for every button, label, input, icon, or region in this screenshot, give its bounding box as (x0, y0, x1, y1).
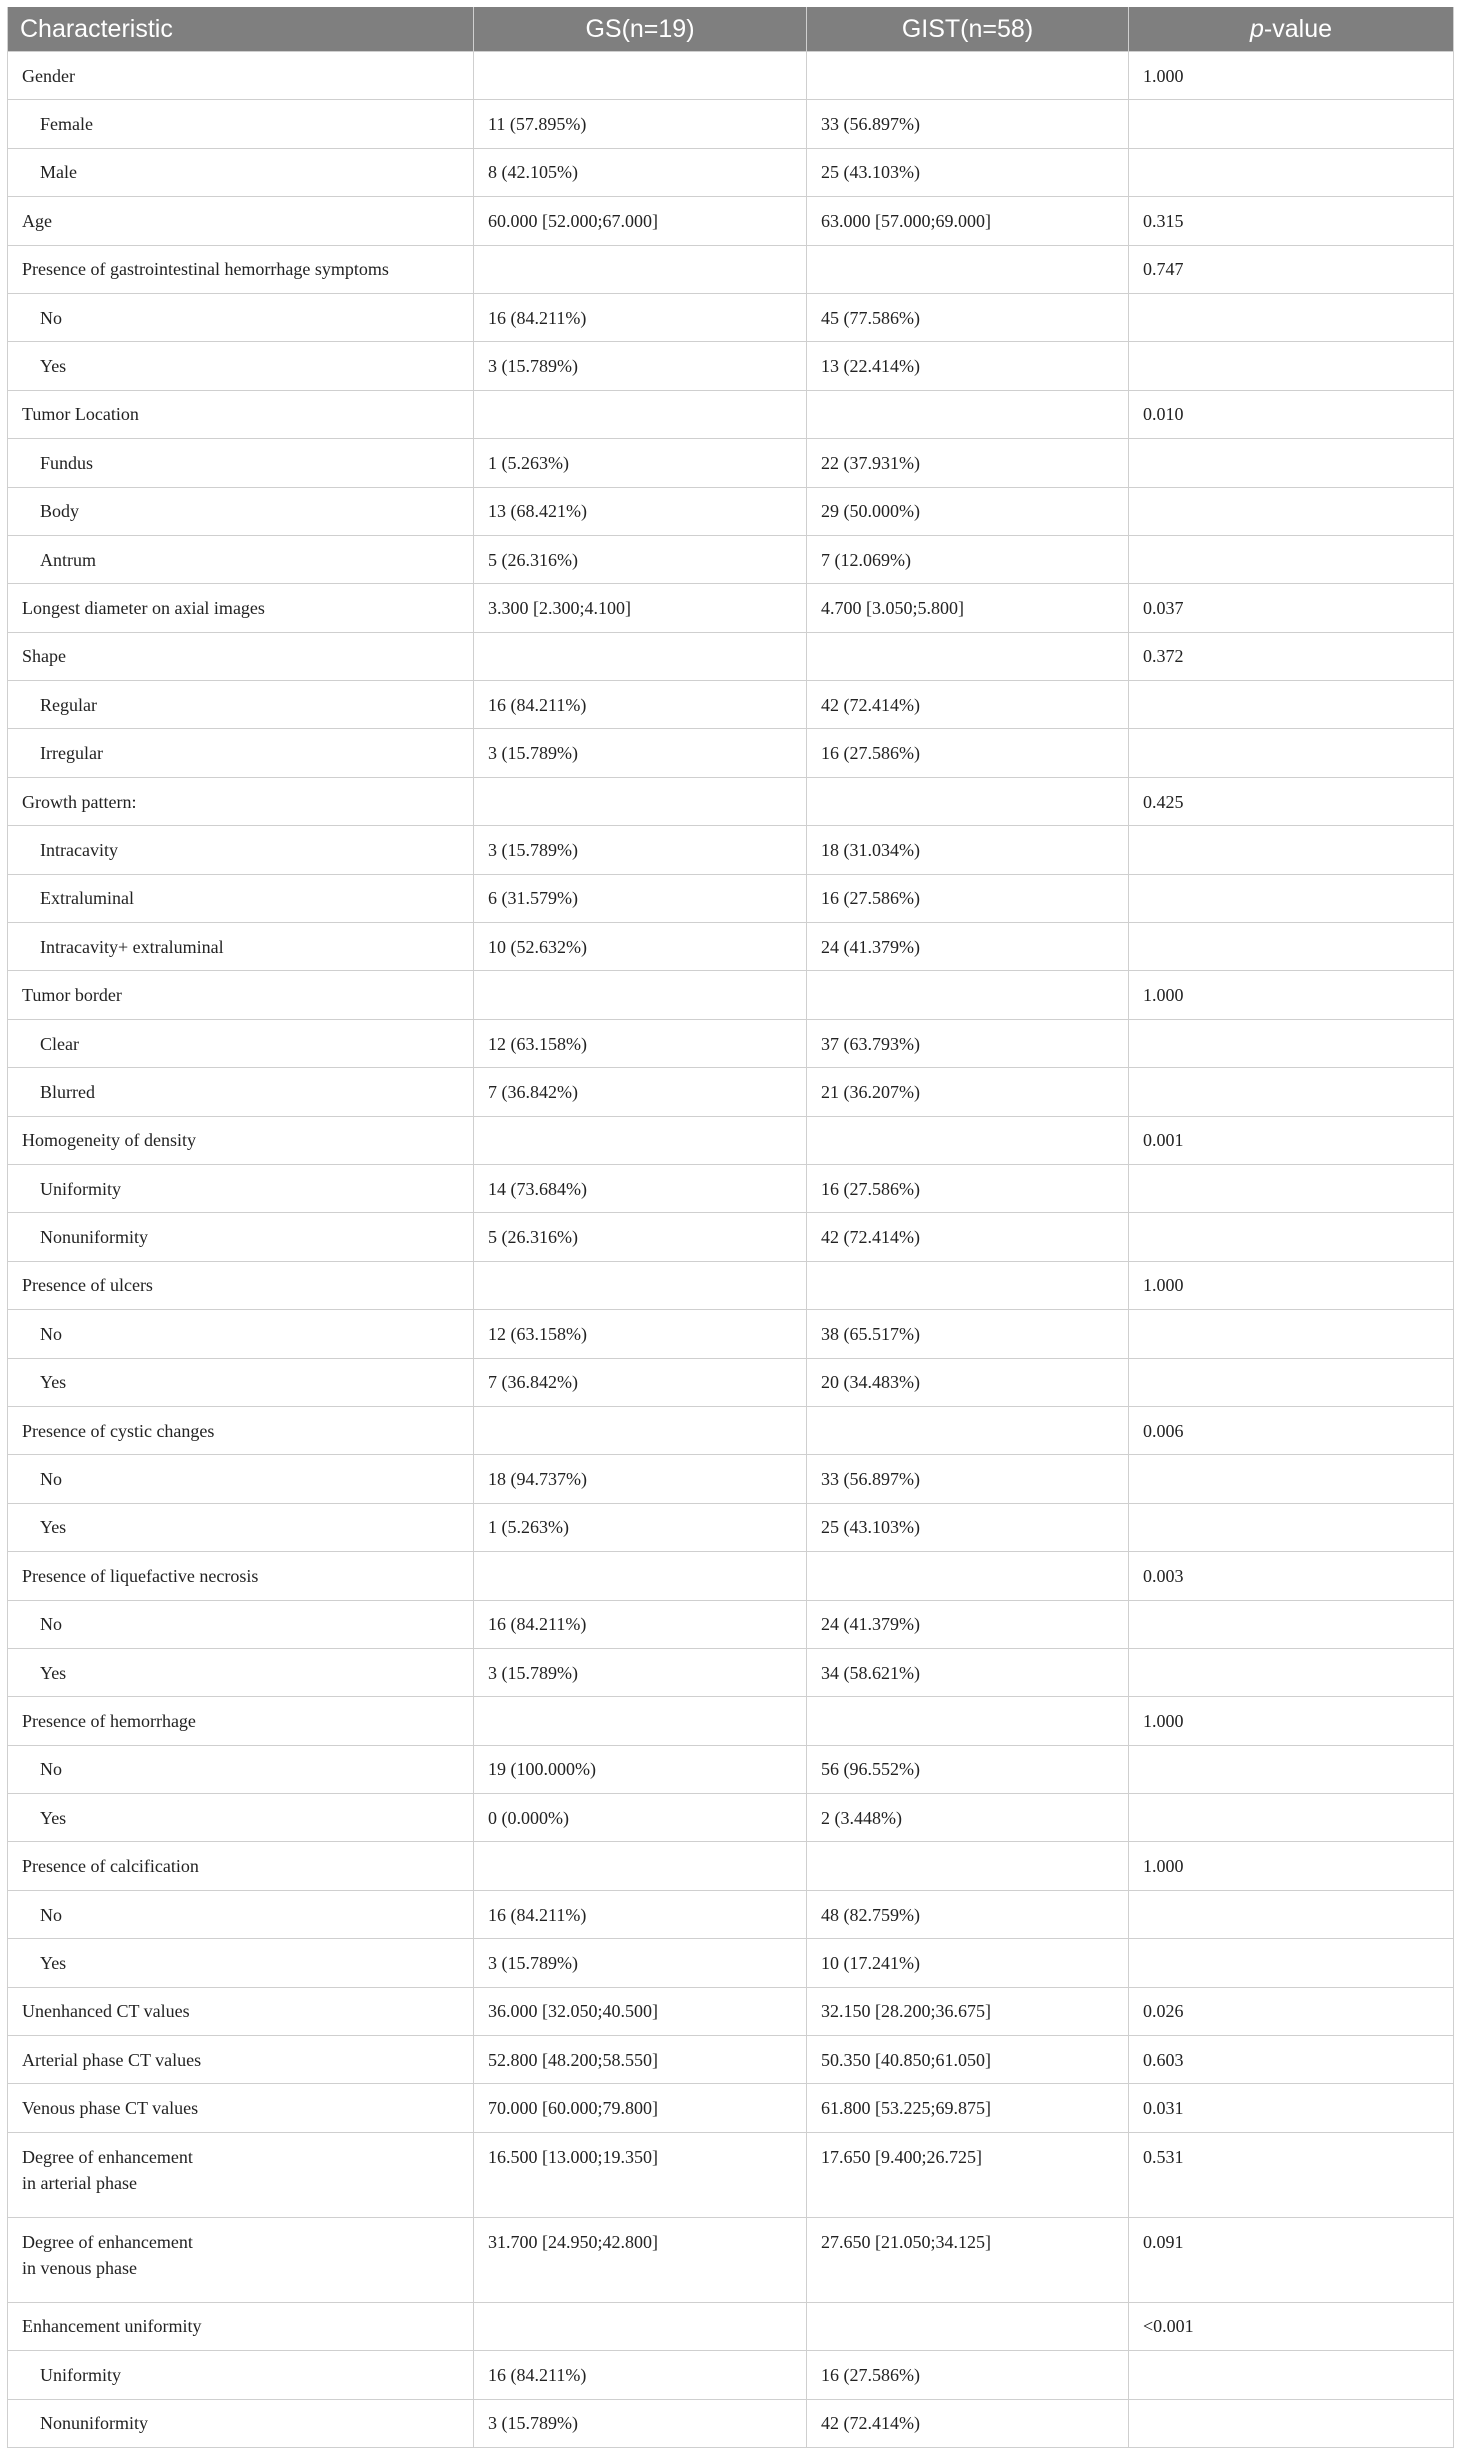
row-label: Yes (8, 1503, 474, 1551)
gs-cell: 6 (31.579%) (474, 874, 807, 922)
gist-cell: 37 (63.793%) (807, 1019, 1129, 1067)
p-value-cell (1129, 1503, 1454, 1551)
gs-cell: 3 (15.789%) (474, 1648, 807, 1696)
row-label: No (8, 1745, 474, 1793)
table-row (8, 487, 1454, 535)
gs-cell: 19 (100.000%) (474, 1745, 807, 1793)
table-row (8, 2084, 1454, 2132)
gist-cell: 24 (41.379%) (807, 1600, 1129, 1648)
table-row (8, 52, 1454, 100)
header-p-italic: p (1250, 14, 1264, 43)
gist-cell: 4.700 [3.050;5.800] (807, 584, 1129, 632)
row-label: Presence of calcification (8, 1842, 474, 1890)
gist-cell (807, 1406, 1129, 1454)
gs-cell: 11 (57.895%) (474, 100, 807, 148)
p-value-cell: 0.003 (1129, 1552, 1454, 1600)
table-row (8, 1310, 1454, 1358)
gs-cell: 31.700 [24.950;42.800] (474, 2217, 807, 2302)
row-label: Presence of liquefactive necrosis (8, 1552, 474, 1600)
table-row (8, 2036, 1454, 2084)
p-value-cell: 0.091 (1129, 2217, 1454, 2302)
table-row (8, 729, 1454, 777)
gist-cell: 16 (27.586%) (807, 1164, 1129, 1212)
row-label: Body (8, 487, 474, 535)
gs-cell: 3 (15.789%) (474, 2399, 807, 2447)
table-row (8, 2132, 1454, 2217)
row-label: Yes (8, 1794, 474, 1842)
table-row (8, 2351, 1454, 2399)
table-body (8, 52, 1454, 2448)
row-label: Age (8, 197, 474, 245)
p-value-cell: 0.001 (1129, 1116, 1454, 1164)
gs-cell: 3 (15.789%) (474, 342, 807, 390)
gist-cell: 48 (82.759%) (807, 1890, 1129, 1938)
gs-cell (474, 1406, 807, 1454)
table-row (8, 777, 1454, 825)
table-row (8, 632, 1454, 680)
gist-cell (807, 52, 1129, 100)
gs-cell: 12 (63.158%) (474, 1019, 807, 1067)
row-label: Gender (8, 52, 474, 100)
row-label: Uniformity (8, 1164, 474, 1212)
gist-cell: 32.150 [28.200;36.675] (807, 1987, 1129, 2035)
gist-cell: 17.650 [9.400;26.725] (807, 2132, 1129, 2217)
gist-cell: 63.000 [57.000;69.000] (807, 197, 1129, 245)
table-row (8, 1939, 1454, 1987)
row-label: Longest diameter on axial images (8, 584, 474, 632)
gs-cell: 7 (36.842%) (474, 1068, 807, 1116)
row-label: No (8, 1890, 474, 1938)
row-label: Blurred (8, 1068, 474, 1116)
p-value-cell (1129, 1600, 1454, 1648)
gist-cell: 22 (37.931%) (807, 439, 1129, 487)
p-value-cell (1129, 1164, 1454, 1212)
row-label: Tumor Location (8, 390, 474, 438)
gist-cell: 21 (36.207%) (807, 1068, 1129, 1116)
gs-cell: 8 (42.105%) (474, 148, 807, 196)
table-row (8, 293, 1454, 341)
row-label: Presence of cystic changes (8, 1406, 474, 1454)
characteristics-table-container (7, 7, 1453, 2448)
p-value-cell (1129, 1213, 1454, 1261)
table-row (8, 826, 1454, 874)
p-value-cell (1129, 100, 1454, 148)
table-row (8, 245, 1454, 293)
gs-cell: 3 (15.789%) (474, 729, 807, 777)
row-label: Arterial phase CT values (8, 2036, 474, 2084)
gs-cell: 12 (63.158%) (474, 1310, 807, 1358)
row-label: Growth pattern: (8, 777, 474, 825)
row-label: Nonuniformity (8, 1213, 474, 1261)
table-row (8, 1358, 1454, 1406)
gist-cell: 42 (72.414%) (807, 1213, 1129, 1261)
row-label: Homogeneity of density (8, 1116, 474, 1164)
row-label (8, 2132, 474, 2217)
gs-cell: 3 (15.789%) (474, 1939, 807, 1987)
gs-cell: 1 (5.263%) (474, 439, 807, 487)
row-label: Presence of hemorrhage (8, 1697, 474, 1745)
table-row (8, 874, 1454, 922)
gs-cell: 52.800 [48.200;58.550] (474, 2036, 807, 2084)
table-row (8, 390, 1454, 438)
row-label: No (8, 1455, 474, 1503)
table-row (8, 1116, 1454, 1164)
table-row (8, 1019, 1454, 1067)
gs-cell: 16 (84.211%) (474, 1600, 807, 1648)
p-value-cell: 0.031 (1129, 2084, 1454, 2132)
p-value-cell (1129, 487, 1454, 535)
row-label: Male (8, 148, 474, 196)
gist-cell: 56 (96.552%) (807, 1745, 1129, 1793)
gist-cell: 20 (34.483%) (807, 1358, 1129, 1406)
p-value-cell (1129, 1794, 1454, 1842)
p-value-cell: 0.747 (1129, 245, 1454, 293)
gist-cell: 7 (12.069%) (807, 535, 1129, 583)
row-label: Uniformity (8, 2351, 474, 2399)
row-label: Enhancement uniformity (8, 2302, 474, 2350)
table-row (8, 1213, 1454, 1261)
table-row (8, 1552, 1454, 1600)
gs-cell (474, 2302, 807, 2350)
gs-cell (474, 52, 807, 100)
gist-cell (807, 1842, 1129, 1890)
gs-cell (474, 1697, 807, 1745)
gs-cell: 16 (84.211%) (474, 293, 807, 341)
p-value-cell (1129, 1455, 1454, 1503)
p-value-cell: 0.603 (1129, 2036, 1454, 2084)
table-row (8, 1745, 1454, 1793)
p-value-cell: 1.000 (1129, 1261, 1454, 1309)
gs-cell: 16 (84.211%) (474, 2351, 807, 2399)
p-value-cell: 0.010 (1129, 390, 1454, 438)
gist-cell: 61.800 [53.225;69.875] (807, 2084, 1129, 2132)
gs-cell (474, 390, 807, 438)
gs-cell: 3 (15.789%) (474, 826, 807, 874)
gist-cell: 34 (58.621%) (807, 1648, 1129, 1696)
p-value-cell: 0.372 (1129, 632, 1454, 680)
gs-cell (474, 1116, 807, 1164)
header-row (8, 7, 1454, 52)
row-label: Nonuniformity (8, 2399, 474, 2447)
gist-cell: 24 (41.379%) (807, 923, 1129, 971)
row-label: Tumor border (8, 971, 474, 1019)
table-row (8, 148, 1454, 196)
gs-cell: 70.000 [60.000;79.800] (474, 2084, 807, 2132)
p-value-cell: 0.026 (1129, 1987, 1454, 2035)
gs-cell: 7 (36.842%) (474, 1358, 807, 1406)
p-value-cell (1129, 1890, 1454, 1938)
p-value-cell: 0.037 (1129, 584, 1454, 632)
gist-cell: 45 (77.586%) (807, 293, 1129, 341)
gist-cell: 25 (43.103%) (807, 1503, 1129, 1551)
gs-cell: 18 (94.737%) (474, 1455, 807, 1503)
p-value-cell: 0.425 (1129, 777, 1454, 825)
gs-cell: 16.500 [13.000;19.350] (474, 2132, 807, 2217)
row-label: Fundus (8, 439, 474, 487)
gist-cell: 16 (27.586%) (807, 2351, 1129, 2399)
characteristics-table (7, 7, 1454, 2448)
header-p-rest: -value (1263, 14, 1332, 43)
row-label-line1: Degree of enhancement (22, 2146, 193, 2167)
p-value-cell (1129, 535, 1454, 583)
row-label: Shape (8, 632, 474, 680)
table-row (8, 1068, 1454, 1116)
gs-cell: 3.300 [2.300;4.100] (474, 584, 807, 632)
row-label: Venous phase CT values (8, 2084, 474, 2132)
gist-cell: 10 (17.241%) (807, 1939, 1129, 1987)
row-label: Intracavity+ extraluminal (8, 923, 474, 971)
gs-cell (474, 1261, 807, 1309)
table-row (8, 681, 1454, 729)
gist-cell: 42 (72.414%) (807, 681, 1129, 729)
gs-cell: 36.000 [32.050;40.500] (474, 1987, 807, 2035)
table-header (8, 7, 1454, 52)
row-label: Yes (8, 1939, 474, 1987)
p-value-cell (1129, 2399, 1454, 2447)
table-row (8, 342, 1454, 390)
gs-cell: 1 (5.263%) (474, 1503, 807, 1551)
p-value-cell (1129, 681, 1454, 729)
gist-cell: 13 (22.414%) (807, 342, 1129, 390)
row-label: Yes (8, 342, 474, 390)
table-row (8, 197, 1454, 245)
gist-cell (807, 1261, 1129, 1309)
p-value-cell (1129, 1358, 1454, 1406)
table-row (8, 1842, 1454, 1890)
gs-cell (474, 971, 807, 1019)
gist-cell: 42 (72.414%) (807, 2399, 1129, 2447)
p-value-cell (1129, 2351, 1454, 2399)
table-row (8, 923, 1454, 971)
table-row (8, 1890, 1454, 1938)
gs-cell: 5 (26.316%) (474, 535, 807, 583)
row-label: Unenhanced CT values (8, 1987, 474, 2035)
p-value-cell (1129, 342, 1454, 390)
row-label: Intracavity (8, 826, 474, 874)
table-row (8, 1600, 1454, 1648)
row-label: No (8, 1600, 474, 1648)
table-row (8, 2217, 1454, 2302)
row-label: Regular (8, 681, 474, 729)
gist-cell: 33 (56.897%) (807, 100, 1129, 148)
gs-cell: 16 (84.211%) (474, 1890, 807, 1938)
table-row (8, 100, 1454, 148)
p-value-cell (1129, 1310, 1454, 1358)
table-row (8, 1648, 1454, 1696)
row-label-line2: in arterial phase (22, 2172, 137, 2193)
header-gs: GS(n=19) (474, 7, 807, 52)
row-label (8, 2217, 474, 2302)
table-row (8, 439, 1454, 487)
gs-cell: 13 (68.421%) (474, 487, 807, 535)
p-value-cell: 0.315 (1129, 197, 1454, 245)
p-value-cell (1129, 1019, 1454, 1067)
table-row (8, 1794, 1454, 1842)
gist-cell: 16 (27.586%) (807, 729, 1129, 777)
gs-cell: 60.000 [52.000;67.000] (474, 197, 807, 245)
table-row (8, 1455, 1454, 1503)
gs-cell (474, 777, 807, 825)
header-gist: GIST(n=58) (807, 7, 1129, 52)
p-value-cell (1129, 826, 1454, 874)
gist-cell: 33 (56.897%) (807, 1455, 1129, 1503)
p-value-cell (1129, 1939, 1454, 1987)
row-label-line1: Degree of enhancement (22, 2231, 193, 2252)
gist-cell: 29 (50.000%) (807, 487, 1129, 535)
gist-cell: 38 (65.517%) (807, 1310, 1129, 1358)
table-row (8, 2302, 1454, 2350)
row-label: Female (8, 100, 474, 148)
p-value-cell (1129, 729, 1454, 777)
gist-cell (807, 971, 1129, 1019)
row-label: Antrum (8, 535, 474, 583)
gist-cell (807, 245, 1129, 293)
gist-cell: 16 (27.586%) (807, 874, 1129, 922)
gist-cell (807, 1116, 1129, 1164)
row-label: Irregular (8, 729, 474, 777)
gs-cell: 5 (26.316%) (474, 1213, 807, 1261)
p-value-cell (1129, 439, 1454, 487)
row-label: Yes (8, 1648, 474, 1696)
gs-cell: 10 (52.632%) (474, 923, 807, 971)
p-value-cell (1129, 148, 1454, 196)
table-row (8, 1164, 1454, 1212)
p-value-cell: 0.006 (1129, 1406, 1454, 1454)
p-value-cell: 0.531 (1129, 2132, 1454, 2217)
p-value-cell (1129, 923, 1454, 971)
table-row (8, 1987, 1454, 2035)
table-row (8, 1697, 1454, 1745)
table-row (8, 1503, 1454, 1551)
gist-cell (807, 390, 1129, 438)
gs-cell: 14 (73.684%) (474, 1164, 807, 1212)
p-value-cell (1129, 1648, 1454, 1696)
gs-cell: 16 (84.211%) (474, 681, 807, 729)
row-label: Extraluminal (8, 874, 474, 922)
p-value-cell: 1.000 (1129, 971, 1454, 1019)
gs-cell (474, 245, 807, 293)
gist-cell: 50.350 [40.850;61.050] (807, 2036, 1129, 2084)
row-label: Presence of gastrointestinal hemorrhage symptoms (8, 245, 474, 293)
table-row (8, 971, 1454, 1019)
p-value-cell (1129, 293, 1454, 341)
table-row (8, 1261, 1454, 1309)
p-value-cell (1129, 1068, 1454, 1116)
gist-cell (807, 777, 1129, 825)
table-row (8, 1406, 1454, 1454)
row-label: Yes (8, 1358, 474, 1406)
header-p-value (1129, 7, 1454, 52)
row-label: Clear (8, 1019, 474, 1067)
gs-cell (474, 1552, 807, 1600)
gist-cell (807, 632, 1129, 680)
gist-cell: 2 (3.448%) (807, 1794, 1129, 1842)
row-label-line2: in venous phase (22, 2257, 137, 2278)
row-label: No (8, 293, 474, 341)
gist-cell (807, 1552, 1129, 1600)
gs-cell (474, 1842, 807, 1890)
row-label: No (8, 1310, 474, 1358)
gist-cell: 27.650 [21.050;34.125] (807, 2217, 1129, 2302)
gs-cell: 0 (0.000%) (474, 1794, 807, 1842)
p-value-cell: 1.000 (1129, 1697, 1454, 1745)
p-value-cell: <0.001 (1129, 2302, 1454, 2350)
p-value-cell (1129, 1745, 1454, 1793)
header-characteristic: Characteristic (8, 7, 474, 52)
table-row (8, 2399, 1454, 2447)
gist-cell: 18 (31.034%) (807, 826, 1129, 874)
gist-cell: 25 (43.103%) (807, 148, 1129, 196)
table-row (8, 584, 1454, 632)
p-value-cell: 1.000 (1129, 1842, 1454, 1890)
gs-cell (474, 632, 807, 680)
p-value-cell: 1.000 (1129, 52, 1454, 100)
gist-cell (807, 2302, 1129, 2350)
row-label: Presence of ulcers (8, 1261, 474, 1309)
gist-cell (807, 1697, 1129, 1745)
p-value-cell (1129, 874, 1454, 922)
table-row (8, 535, 1454, 583)
